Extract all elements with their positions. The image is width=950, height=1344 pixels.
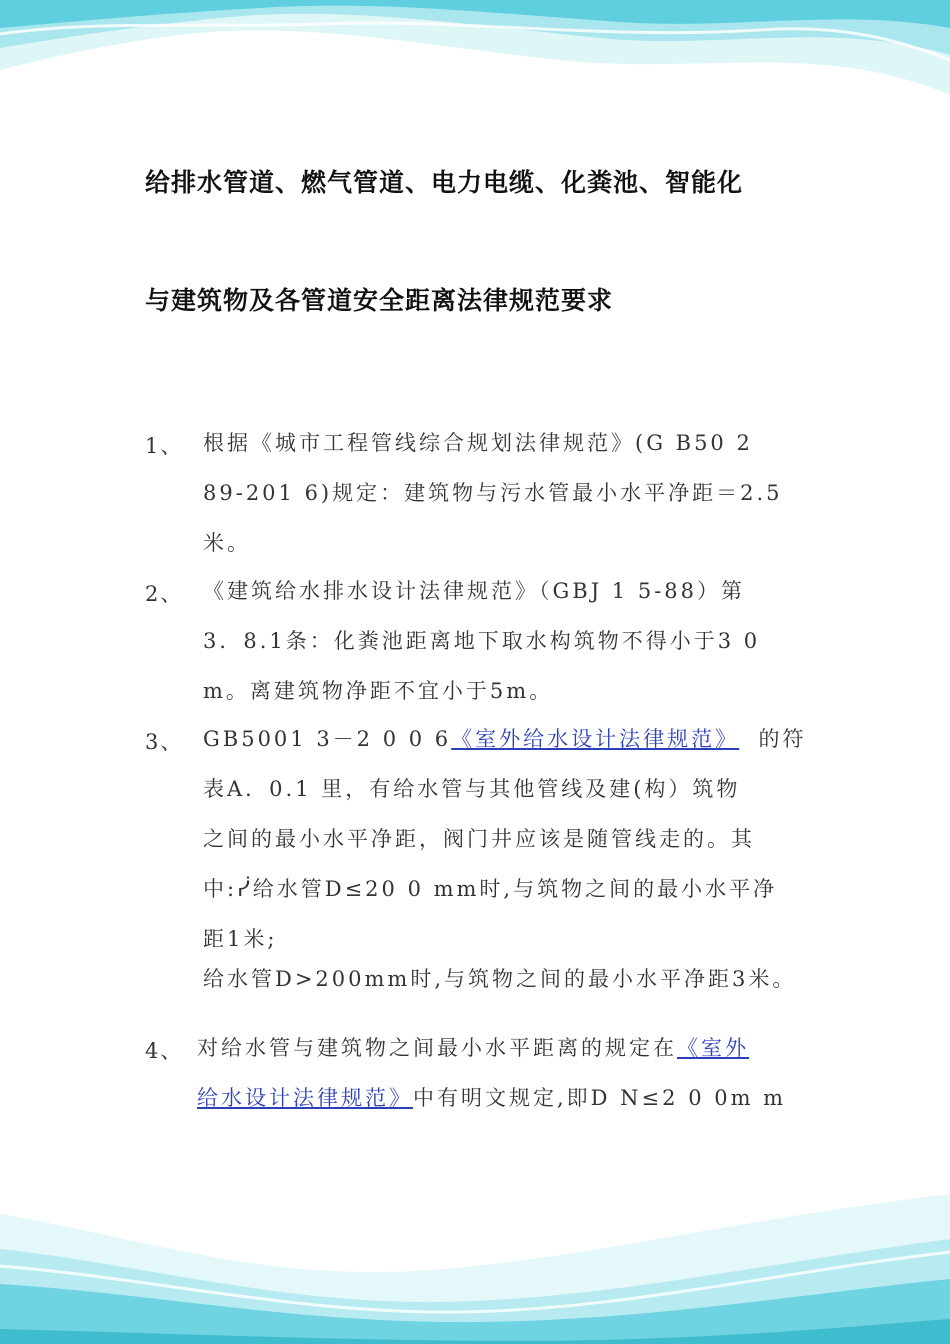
- standard-link[interactable]: 《室外给水设计法律规范》: [451, 727, 740, 751]
- item-text: 根据《城市工程管线综合规划法律规范》(G B50 2 89-201 6)规定：建筑物与污水管最小水平净距＝2.5 米。: [203, 431, 783, 555]
- item-text: GB5001 3－2 0 0 6《室外给水设计法律规范》 的符 表A．0.1 里，有给水管与其他管线及建(构）筑物 之间的最小水平净距，阀门井应该是随管线走的。其 中:ᓰ给水管D≤20 0 mm时,与筑物之间的最小水平净 距1米;: [203, 727, 807, 951]
- item-text: 对给水管与建筑物之间最小水平距离的规定在《室外 给水设计法律规范》中有明文规定,即D N≤2 0 0m m: [197, 1036, 787, 1110]
- item-text: 《建筑给水排水设计法律规范》（GBJ 1 5-88）第 3．8.1条：化粪池距离地下取水构筑物不得小于3 0 m。离建筑物净距不宜小于5m。: [203, 579, 761, 703]
- top-wave-decoration: [0, 0, 950, 140]
- item-number: 4、: [145, 1039, 184, 1063]
- bottom-wave-decoration: [0, 1154, 950, 1344]
- page-title-line-1: 给排水管道、燃气管道、电力电缆、化粪池、智能化: [145, 168, 744, 197]
- standard-link[interactable]: 《室外: [677, 1036, 749, 1060]
- item-number: 3、: [145, 730, 184, 754]
- item-number: 2、: [145, 582, 184, 606]
- item-extra-text: 给水管D>200mm时,与筑物之间的最小水平净距3米。: [203, 967, 797, 991]
- page-title-line-2: 与建筑物及各管道安全距离法律规范要求: [145, 286, 614, 315]
- standard-link-continued[interactable]: 给水设计法律规范》: [197, 1086, 413, 1110]
- item-number: 1、: [145, 434, 184, 458]
